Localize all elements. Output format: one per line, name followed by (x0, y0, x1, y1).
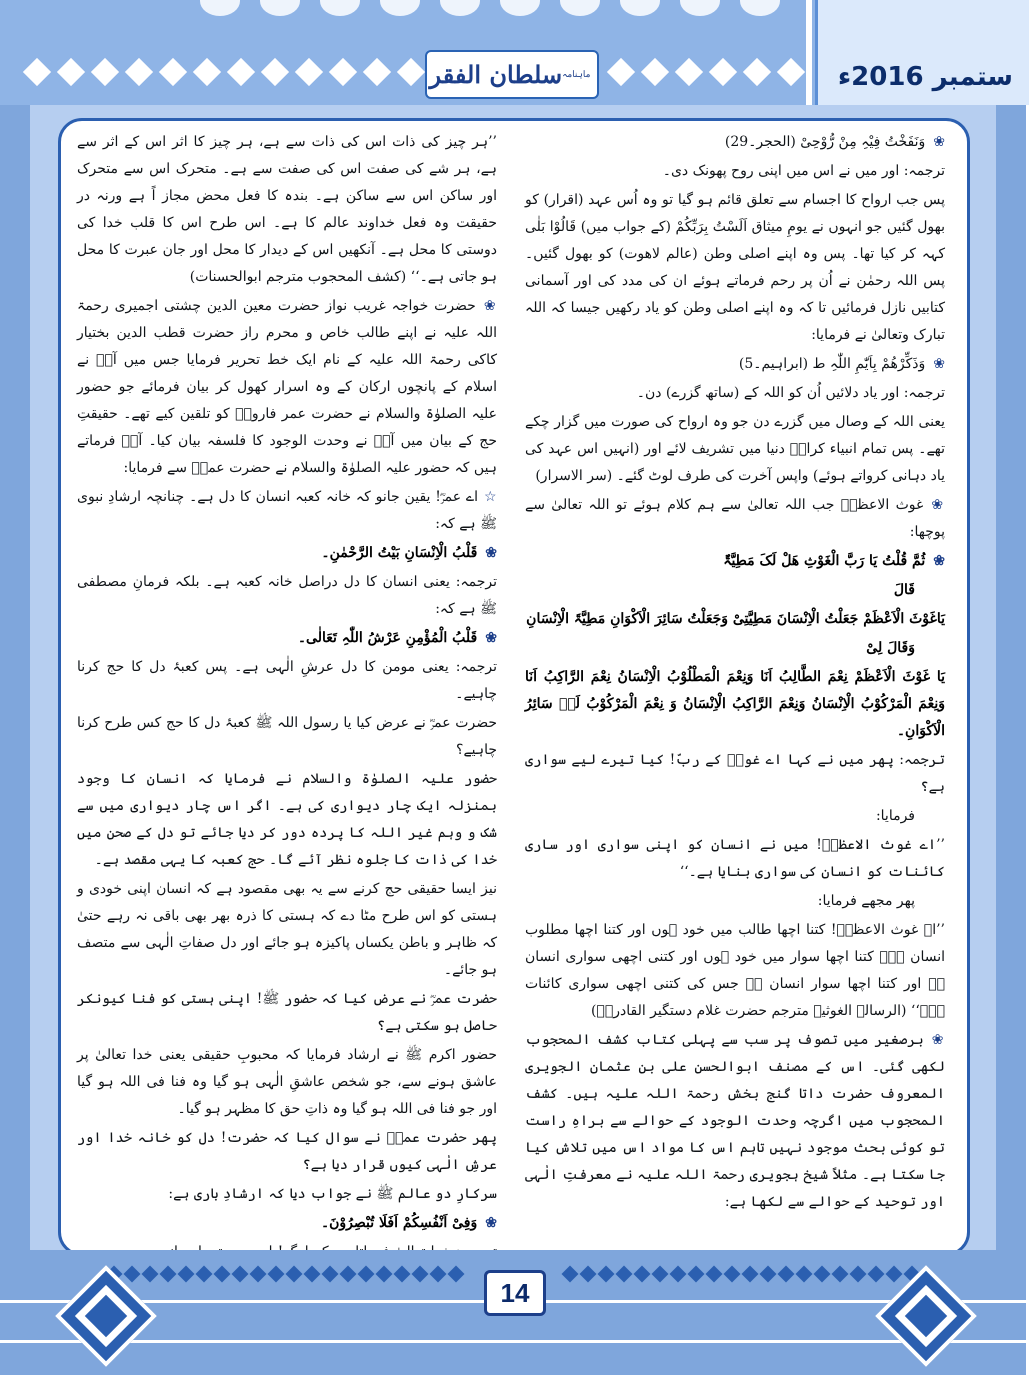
left-para-11: حضور اکرم ﷺ نے ارشاد فرمایا کہ محبوبِ حقیقی یعنی خدا تعالیٰ پر عاشق ہونے سے، جو شخص عاشقِ الٰہی ہو گیا وہ فنا فی اللہ ہو گیا اور جو فنا فی اللہ ہو گیا وہ ذاتِ حق کا مظہر ہو گیا۔ (77, 1047, 497, 1117)
left-para-7: حضرت عمرؓ نے عرض کیا یا رسول اللہ ﷺ کعبۂ دل کا حج کس طرح کرنا چاہیے؟ (77, 715, 497, 758)
left-para-3: ❀ قَلْبُ الْاِنْسَانِ بَیْتُ الرَّحْمٰنِ۔ (77, 540, 497, 567)
right-para-1: ترجمہ: اور میں نے اس میں اپنی روح پھونک دی۔ (662, 163, 945, 179)
header-scallop-decoration (200, 0, 800, 20)
left-para-1: ❀ حضرت خواجہ غریب نواز حضرت معین الدین چشتی اجمیری رحمۃ اللہ علیہ نے اپنے طالب خاص و محرم راز حضرت قطب الدین بختیار کاکی رحمۃ اللہ علیہ کے نام ایک خط تحریر فرمایا جس میں آپؒ نے اسلام کے پانچوں ارکان کے وہ اسرار کھول کر بیان فرمائے جو حضور علیہ الصلوٰۃ والسلام نے حضرت عمر فاروقؓ کو تلقین کیے تھے۔ حقیقتِ حج کے بیان میں آپؒ نے وحدت الوجود کا فلسفہ بیان کیا۔ آپؒ فرماتے ہیں کہ حضور علیہ الصلوٰۃ والسلام نے حضرت عمرؓ سے فرمایا: (77, 293, 497, 482)
right-para-6: ❀ غوث الاعظمؓ جب اللہ تعالیٰ سے ہم کلام ہوئے تو اللہ تعالیٰ سے پوچھا: (525, 492, 945, 546)
right-para-4: ترجمہ: اور یاد دلائیں اُن کو اللہ کے (ساتھ گزرے) دن۔ (636, 385, 945, 401)
right-para-16: ’’اے غوث الاعظمؓ! کتنا اچھا طالب میں خود ہوں اور کتنا اچھا مطلوب انسان ہے۔ کتنا اچھا سوار میں خود ہوں اور کتنی اچھی سواری انسان ہے اور کتنا اچھا سوار انسان ہے جس کی کتنی اچھی سواری کائنات ہے۔‘‘ (الرسالۃ الغوثیہ مترجم حضرت غلام دستگیر القادریؒ) (525, 922, 945, 1019)
right-para-8: قَالَ (893, 582, 915, 598)
issue-date: ستمبر 2016ء (837, 62, 1013, 92)
header-divider (806, 0, 812, 105)
left-para-2 (77, 484, 497, 538)
left-para-0: ’’ہر چیز کی ذات اس کی ذات سے ہے، ہر چیز کا اثر اس کے اثر سے ہے، ہر شے کی صفت اس کی صفت سے ہے۔ متحرک اس سے متحرک اور ساکن اس سے ساکن ہے۔ بندہ کا فعل محض مجاز اً ہے ورنہ در حقیقت وہ فعل خداوند عالم کا ہے۔ اس طرح اس کا قلب خدا کی دوستی کا محل ہے۔ آنکھیں اس کے دیدار کا محل اور جان عبرت کا محل ہو جاتی ہے۔‘‘ (کشف المحجوب مترجم ابوالحسنات) (77, 134, 497, 285)
left-para-9: نیز ایسا حقیقی حج کرنے سے یہ بھی مقصود ہے کہ انسان اپنی خودی و ہستی کو اس طرح مٹا دے کہ ہستی کا ذرہ بھر بھی باقی نہ رہے حتیٰ کہ ظاہر و باطن یکساں پاکیزہ ہو جائے اور دل صفاتِ الٰہی سے متصف ہو جائے۔ (77, 881, 497, 978)
right-para-11: یَا غَوْثَ الْاَعْظَمْ نِعْمَ الطَّالِبُ اَنَا وَنِعْمَ الْمَطْلُوْبُ الْاِنْسَانُ نِعْمَ الرَّاکِبُ اَنَا وَنِعْمَ الْمَرْکُوْبُ الْاِنْسَانُ وَنِعْمَ الرَّاکِبُ الْاِنْسَانُ وَ نِعْمَ الْمَرْکُوْبُ لَہٗ سَائِرُ الْاَکْوَانِ۔ (525, 669, 945, 739)
right-para-10: وَقَالَ لِیْ (866, 640, 915, 656)
date-box (815, 0, 1029, 105)
page-number: 14 (484, 1270, 546, 1316)
right-para-7: ❀ ثُمَّ قُلْتُ یَا رَبَّ الْغَوْثِ ھَلْ لَکَ مَطِیَّۃٌ (525, 548, 945, 575)
right-para-0: ❀ وَنَفَخْتُ فِیْہِ مِنْ رُّوْحِیْ (الحجر۔29) (525, 129, 945, 156)
header-diamond-row-right (608, 58, 804, 88)
left-para-12: پھر حضرت عمرؓ نے سوال کیا کہ حضرت! دل کو خانہ خدا اور عرشِ الٰہی کیوں قرار دیا ہے؟ (77, 1130, 497, 1173)
star-icon: ☆ (484, 489, 497, 505)
left-column (77, 129, 497, 1241)
magazine-logo-text: سلطان الفقر (429, 60, 563, 89)
article-page (58, 118, 970, 1256)
header-diamond-row-left (24, 58, 424, 88)
left-para-8: حضور علیہ الصلوٰۃ والسلام نے فرمایا کہ انسان کا وجود بمنزلہ ایک چار دیواری کی ہے۔ اگر اس چار دیواری میں سے شک و وہم غیر اللہ کا پردہ دور کر دیا جائے تو دل کے صحن میں خدا کی ذات کا جلوہ نظر آئے گا۔ حج کعبہ کا یہی مقصد ہے۔ (77, 771, 497, 868)
right-column (525, 129, 945, 1241)
right-para-17: ❀ برصغیر میں تصوف پر سب سے پہلی کتاب کشف المحجوب لکھی گئی۔ اس کے مصنف ابوالحسن علی بن عثمان الجویری المعروف حضرت داتا گنج بخش رحمۃ اللہ علیہ ہیں۔ کشف المحجوب میں اگرچہ وحدت الوجود کے حوالے سے براہِ راست تو کوئی بحث موجود نہیں تاہم اس کا مواد اس میں تلاش کیا جا سکتا ہے۔ مثلاً شیخ ہجویری رحمۃ اللہ علیہ نے معرفتِ الٰہی اور توحید کے حوالے سے لکھا ہے: (525, 1027, 945, 1216)
right-para-3: ❀ وَذَکِّرْھُمْ بِاَیّٰمِ اللّٰہِ ط (ابراہیم۔5) (525, 351, 945, 378)
left-para-6: ترجمہ: یعنی مومن کا دل عرشِ الٰہی ہے۔ پس کعبۂ دل کا حج کرنا چاہیے۔ (77, 659, 497, 702)
right-para-12: ترجمہ: پھر میں نے کہا اے غوثؓ کے ربّ! کیا تیرے لیے سواری ہے؟ (525, 752, 945, 795)
left-para-4: ترجمہ: یعنی انسان کا دل دراصل خانہ کعبہ ہے۔ بلکہ فرمانِ مصطفی ﷺ ہے کہ: (77, 574, 497, 617)
right-para-15: پھر مجھے فرمایا: (817, 893, 915, 909)
right-para-5: یعنی اللہ کے وصال میں گزرے دن جو وہ ارواح کی صورت میں گزار چکے تھے۔ پس تمام انبیاء کرامؑ دنیا میں تشریف لائے اور (انہیں اس عہد کی یاد دہانی کرواتے ہوئے) واپس آخرت کی طرف لوٹ گئے۔ (سر الاسرار) (525, 414, 945, 484)
left-para-2-text: اے عمرؓ! یقین جانو کہ خانہ کعبہ انسان کا دل ہے۔ چنانچہ ارشادِ نبوی ﷺ ہے کہ: (77, 489, 497, 532)
left-para-14: ❀ وَفِیْ اَنْفُسِکُمْ اَفَلَا تُبْصِرُوْنَ۔ (77, 1210, 497, 1237)
right-para-13: فرمایا: (875, 808, 915, 824)
right-para-14: ’’اے غوث الاعظمؓ! میں نے انسان کو اپنی سواری اور ساری کائنات کو انسان کی سواری بنایا ہے۔‘‘ (525, 837, 945, 880)
left-para-13: سرکارِ دو عالم ﷺ نے جواب دیا کہ ارشادِ باری ہے: (168, 1186, 497, 1202)
footer-stripe (0, 1340, 1026, 1343)
magazine-logo (425, 50, 599, 99)
left-para-5: ❀ قَلْبُ الْمُؤْمِنِ عَرْشُ اللّٰہِ تَعَالٰی۔ (77, 625, 497, 652)
magazine-logo-prefix: ماہنامہ (562, 69, 591, 80)
left-para-10: حضرت عمرؓ نے عرض کیا کہ حضور ﷺ! اپنی ہستی کو فنا کیونکر حاصل ہو سکتی ہے؟ (77, 991, 497, 1034)
right-para-2: پس جب ارواح کا اجسام سے تعلق قائم ہو گیا تو وہ اُس عہد (اقرار) کو بھول گئیں جو انہوں نے یومِ میثاق اَلَسْتُ بِرَبِّکُمْ (کے جواب میں) قَالُوْا بَلٰی کہہ کر کیا تھا۔ پس وہ اپنے اصلی وطن (عالم لاھوت) کو بھول گئیں۔ پس اللہ رحمٰن نے اُن پر رحم فرماتے ہوئے ان کی مدد کی اور آسمانی کتابیں نازل فرمائیں تا کہ وہ اپنے اصلی وطن کو یاد رکھیں جیسا کہ اللہ تبارک وتعالیٰ نے فرمایا: (525, 192, 945, 343)
right-para-9: یَاغَوْثَ الْاَعْظَمْ جَعَلْتُ الْاِنْسَانَ مَطِیَّتِیْ وَجَعَلْتُ سَائِرَ الْاَکْوَانِ مَطِیَّۃَ الْاِنْسَانِ (526, 611, 945, 627)
